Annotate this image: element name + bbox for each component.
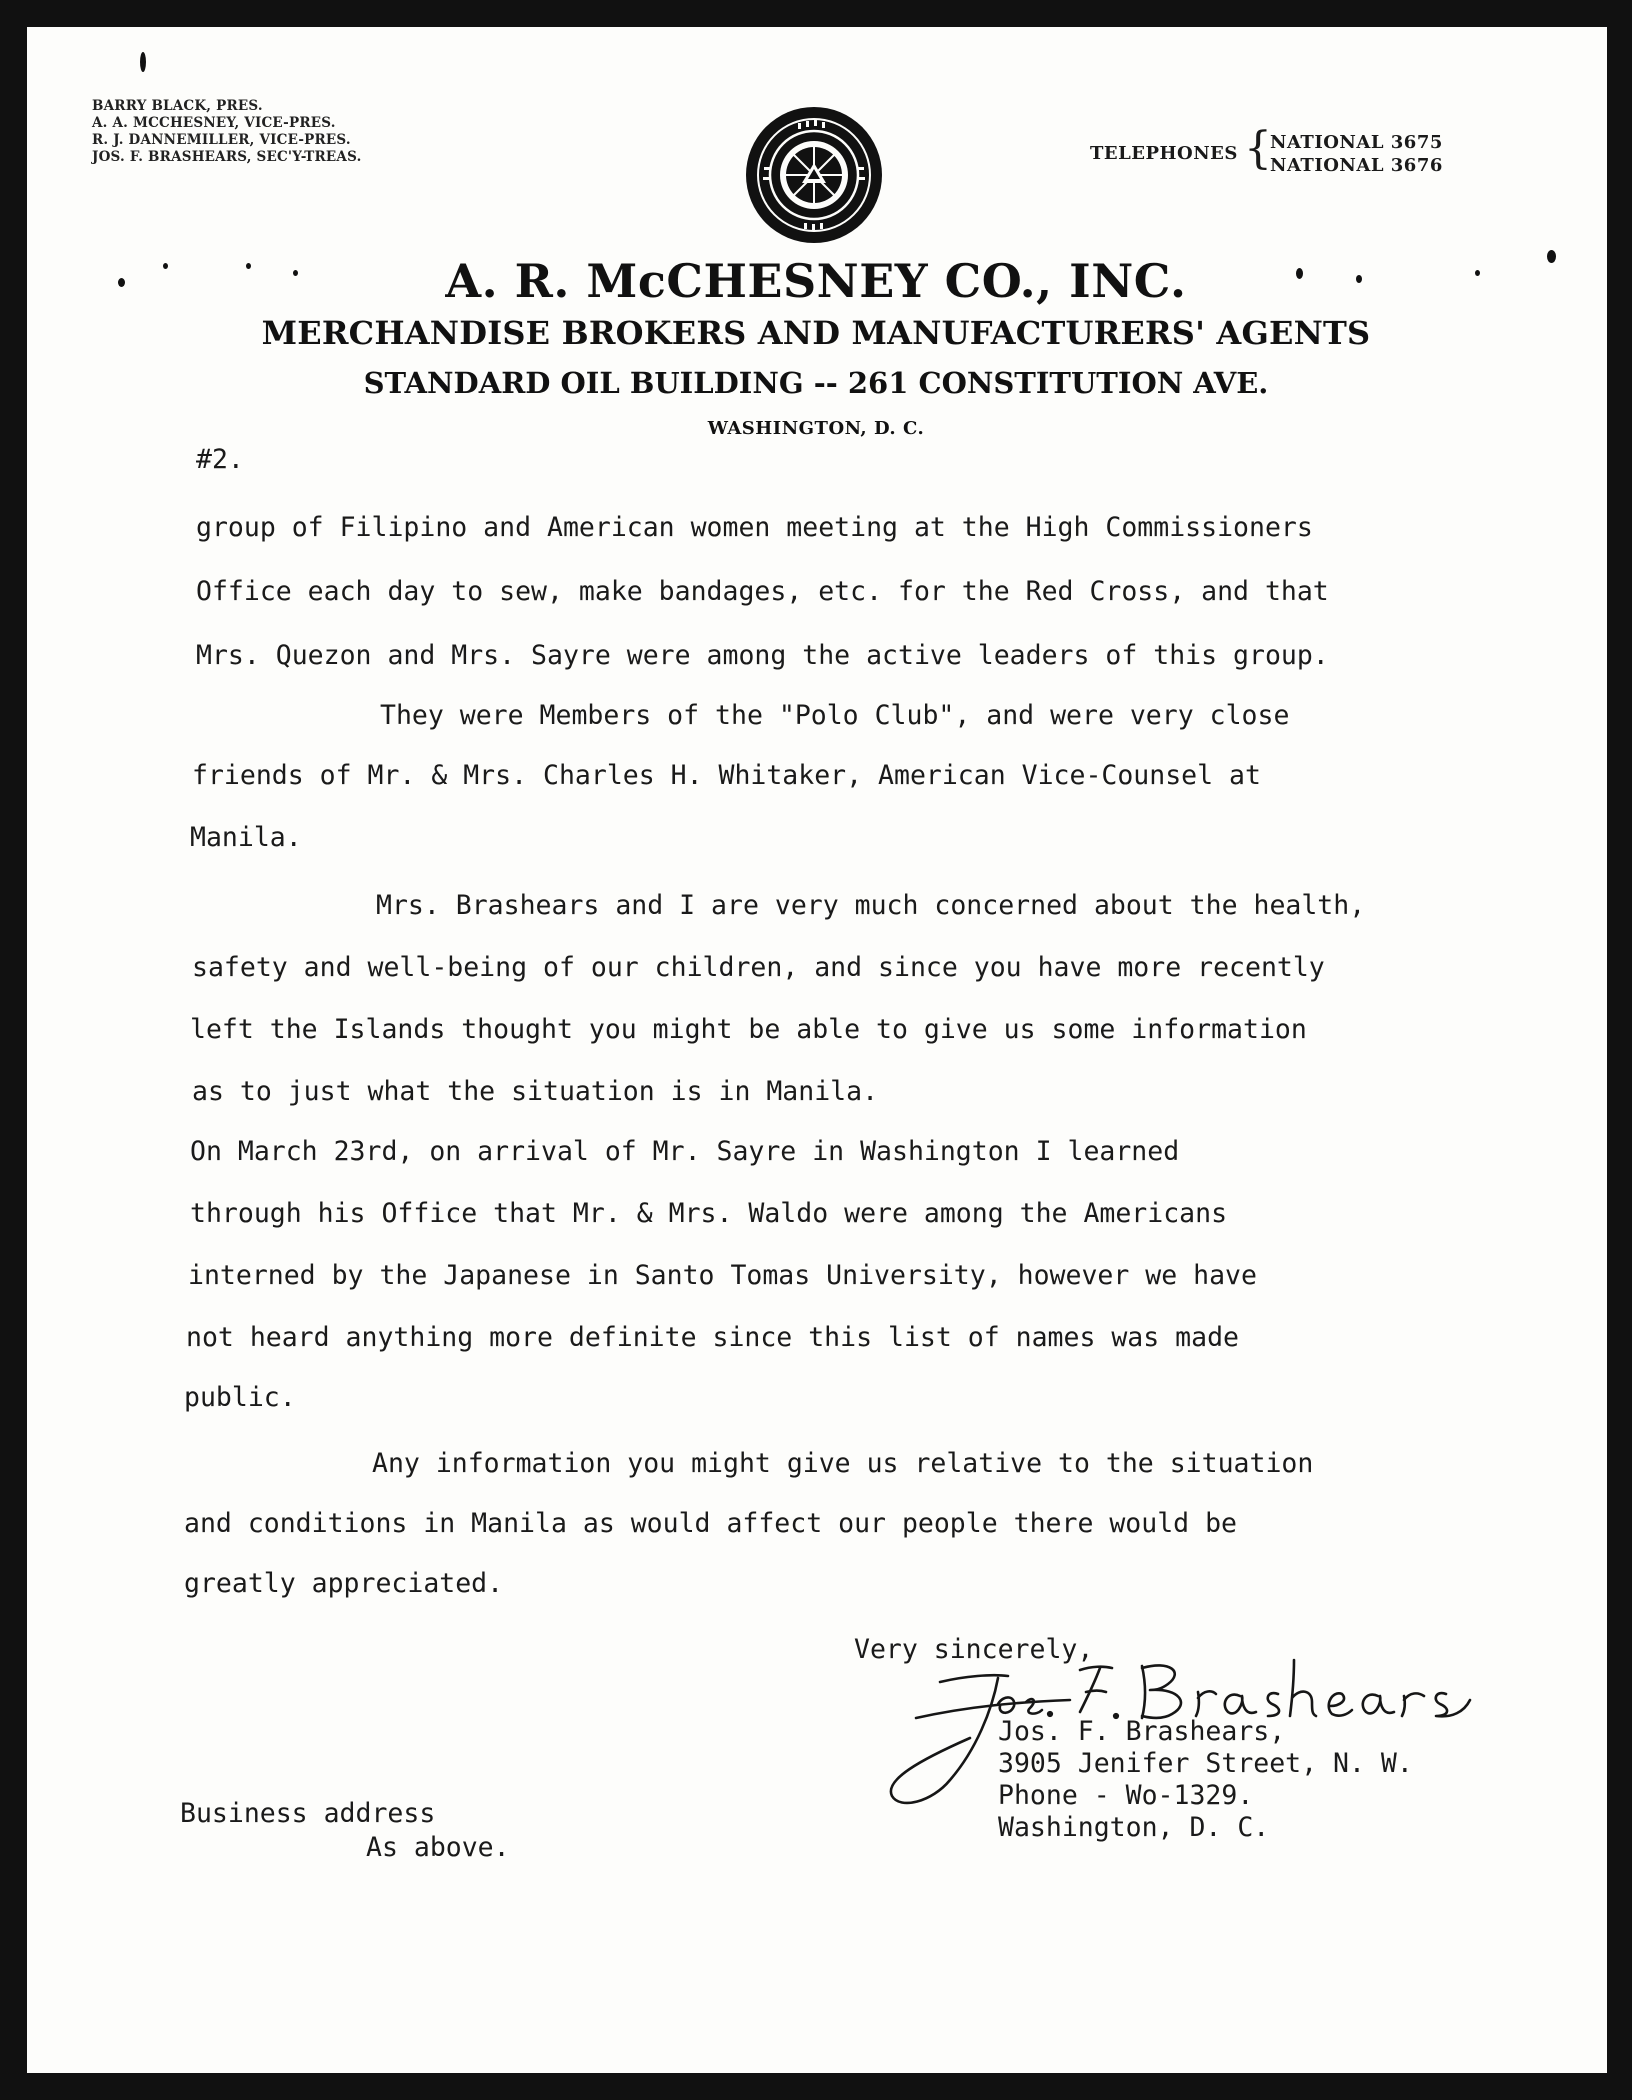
sender-line: Jos. F. Brashears,: [998, 1716, 1286, 1747]
officer-line: A. A. MCCHESNEY, VICE-PRES.: [92, 115, 336, 131]
company-name: A. R. McCHESNEY CO., INC.: [445, 254, 1187, 308]
body-line: interned by the Japanese in Santo Tomas University, however we have: [188, 1260, 1257, 1291]
sender-line: Washington, D. C.: [998, 1812, 1270, 1843]
ink-speck: [118, 278, 125, 287]
body-line: as to just what the situation is in Manila.: [192, 1076, 879, 1107]
ink-speck: [140, 52, 146, 72]
body-line: public.: [184, 1382, 296, 1413]
body-line: group of Filipino and American women meeting at the High Commissioners: [196, 512, 1313, 543]
body-line: They were Members of the "Polo Club", and were very close: [380, 700, 1290, 731]
ink-speck: [1356, 275, 1362, 283]
company-address: STANDARD OIL BUILDING -- 261 CONSTITUTION AVE.: [363, 366, 1269, 400]
sender-line: Phone - Wo-1329.: [998, 1780, 1254, 1811]
body-line: greatly appreciated.: [184, 1568, 504, 1599]
officer-line: R. J. DANNEMILLER, VICE-PRES.: [92, 132, 351, 148]
ink-speck: [246, 263, 251, 269]
body-line: Any information you might give us relative to the situation: [372, 1448, 1314, 1479]
ink-speck: [293, 270, 298, 276]
officer-line: BARRY BLACK, PRES.: [92, 98, 263, 114]
body-line: through his Office that Mr. & Mrs. Waldo were among the Americans: [190, 1198, 1228, 1229]
company-city: WASHINGTON, D. C.: [707, 418, 925, 439]
telephones-label: TELEPHONES: [1090, 143, 1238, 164]
body-line: Office each day to sew, make bandages, etc. for the Red Cross, and that: [196, 576, 1329, 607]
ink-speck: [1296, 268, 1303, 279]
body-line: and conditions in Manila as would affect our people there would be: [184, 1508, 1237, 1539]
body-line: not heard anything more definite since this list of names was made: [186, 1322, 1239, 1353]
body-line: Mrs. Brashears and I are very much concerned about the health,: [376, 890, 1366, 921]
business-address-label: Business address: [180, 1798, 436, 1829]
brace-glyph: {: [1244, 123, 1272, 174]
sender-line: 3905 Jenifer Street, N. W.: [998, 1748, 1413, 1779]
closing: Very sincerely,: [854, 1634, 1094, 1665]
body-line: Manila.: [190, 822, 302, 853]
officer-line: JOS. F. BRASHEARS, SEC'Y-TREAS.: [92, 149, 362, 165]
body-line: Mrs. Quezon and Mrs. Sayre were among the active leaders of this group.: [196, 640, 1329, 671]
ink-speck: [163, 263, 168, 269]
telephone-number: NATIONAL 3676: [1270, 155, 1443, 176]
body-line: left the Islands thought you might be able to give us some information: [190, 1014, 1307, 1045]
telephone-number: NATIONAL 3675: [1270, 132, 1443, 153]
ink-speck: [1475, 270, 1480, 276]
ink-speck: [1547, 250, 1556, 263]
body-line: friends of Mr. & Mrs. Charles H. Whitaker, American Vice-Counsel at: [192, 760, 1261, 791]
company-seal-icon: [744, 105, 884, 245]
page-number: #2.: [196, 444, 244, 475]
officers-list: [92, 98, 361, 166]
body-line: On March 23rd, on arrival of Mr. Sayre in Washington I learned: [190, 1136, 1180, 1167]
business-address-value: As above.: [366, 1832, 510, 1863]
body-line: safety and well-being of our children, and since you have more recently: [192, 952, 1325, 983]
company-tagline: MERCHANDISE BROKERS AND MANUFACTURERS' AGENTS: [261, 314, 1371, 352]
